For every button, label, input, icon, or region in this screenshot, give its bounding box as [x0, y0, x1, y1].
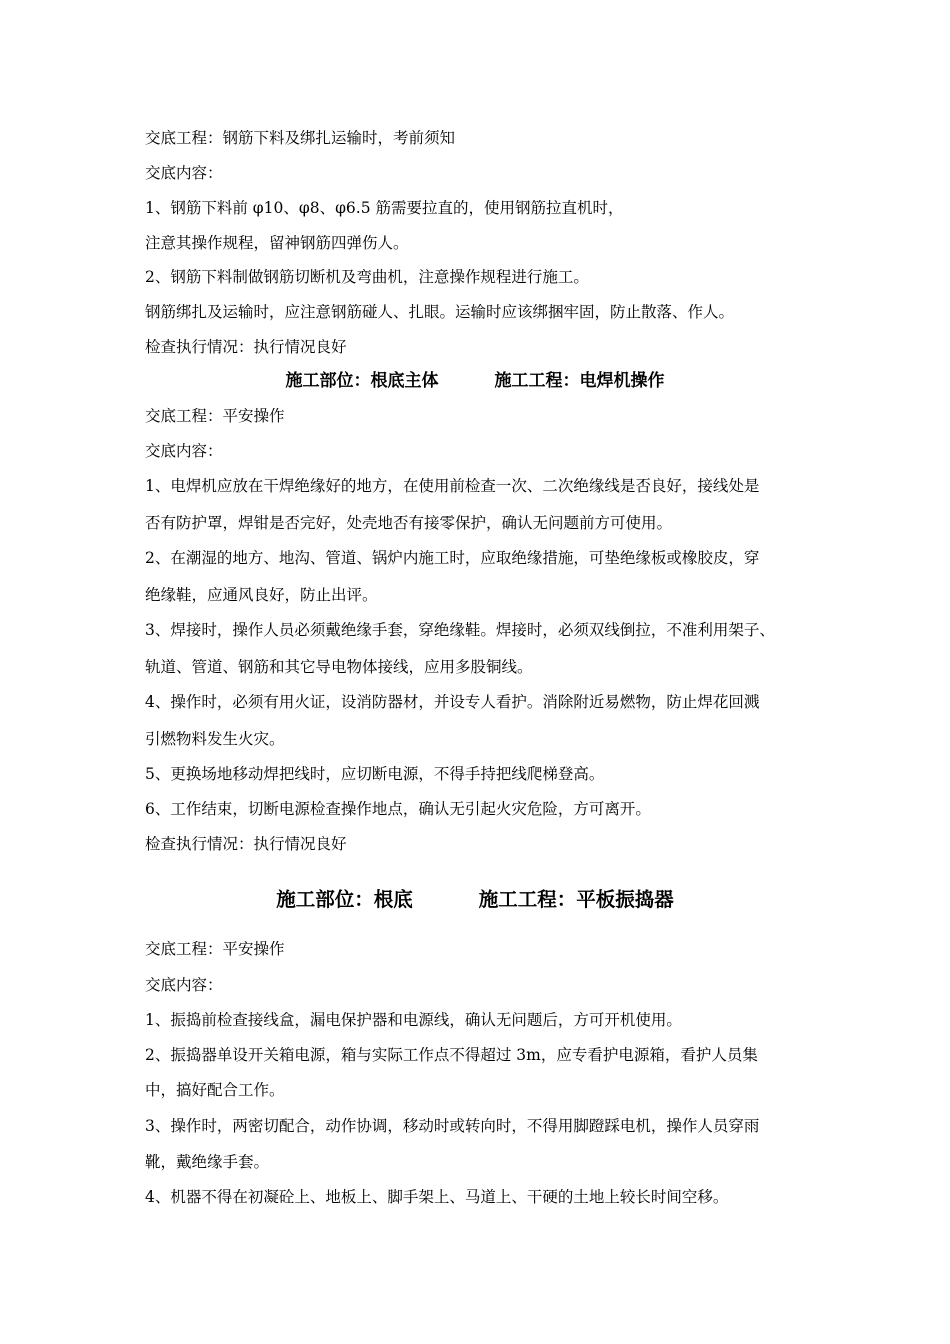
content-line: 1、电焊机应放在干焊绝缘好的地方，在使用前检查一次、二次绝缘线是否良好，接线处是 [145, 477, 760, 495]
project-line: 交底工程：钢筋下料及绑扎运输时，考前须知 [145, 129, 456, 147]
check-line: 检查执行情况：执行情况良好 [145, 835, 347, 853]
content-label: 交底内容： [145, 976, 223, 994]
section-heading [0, 369, 950, 393]
heading-part: 施工部位：根底主体 [285, 371, 439, 391]
content-line: 1、振捣前检查接线盒，漏电保护器和电源线，确认无问题后，方可开机使用。 [145, 1011, 682, 1029]
content-line: 4、操作时，必须有用火证，设消防器材，并设专人看护。消除附近易燃物，防止焊花回溅 [145, 693, 760, 711]
content-line: 靴，戴绝缘手套。 [145, 1153, 270, 1171]
project-line: 交底工程：平安操作 [145, 407, 285, 425]
section-heading [0, 888, 950, 912]
project-line: 交底工程：平安操作 [145, 940, 285, 958]
content-line: 2、在潮湿的地方、地沟、管道、锅炉内施工时，应取绝缘措施，可垫绝缘板或橡胶皮，穿 [145, 549, 760, 567]
content-line: 1、钢筋下料前 φ10、φ8、φ6.5 筋需要拉直的，使用钢筋拉直机时， [145, 199, 624, 217]
content-line: 2、振捣器单设开关箱电源，箱与实际工作点不得超过 3m，应专看护电源箱，看护人员集 [145, 1046, 758, 1064]
heading-project: 施工工程：平板振捣器 [478, 888, 674, 911]
content-line: 引燃物料发生火灾。 [145, 730, 285, 748]
content-line: 5、更换场地移动焊把线时，应切断电源，不得手持把线爬梯登高。 [145, 765, 605, 783]
heading-project: 施工工程：电焊机操作 [494, 371, 665, 391]
content-line: 注意其操作规程，留神钢筋四弹伤人。 [145, 234, 409, 252]
content-line: 3、操作时，两密切配合，动作协调，移动时或转向时，不得用脚蹬踩电机，操作人员穿雨 [145, 1117, 760, 1135]
check-line: 检查执行情况：执行情况良好 [145, 338, 347, 356]
content-line: 6、工作结束，切断电源检查操作地点，确认无引起火灾危险，方可离开。 [145, 800, 651, 818]
content-line: 4、机器不得在初凝砼上、地板上、脚手架上、马道上、干硬的土地上较长时间空移。 [145, 1188, 729, 1206]
content-label: 交底内容： [145, 442, 223, 460]
content-line: 轨道、管道、钢筋和其它导电物体接线，应用多股铜线。 [145, 658, 533, 676]
content-label: 交底内容： [145, 164, 223, 182]
content-line: 中，搞好配合工作。 [145, 1081, 285, 1099]
content-line: 2、钢筋下料制做钢筋切断机及弯曲机，注意操作规程进行施工。 [145, 268, 589, 286]
content-line: 钢筋绑扎及运输时，应注意钢筋碰人、扎眼。运输时应该绑捆牢固，防止散落、作人。 [145, 303, 735, 321]
content-line: 3、焊接时，操作人员必须戴绝缘手套，穿绝缘鞋。焊接时，必须双线倒拉，不准利用架子、 [145, 621, 775, 639]
content-line: 绝缘鞋，应通风良好，防止出评。 [145, 586, 378, 604]
heading-part: 施工部位：根底 [276, 888, 413, 911]
content-line: 否有防护罩，焊钳是否完好，处壳地否有接零保护，确认无问题前方可使用。 [145, 514, 673, 532]
